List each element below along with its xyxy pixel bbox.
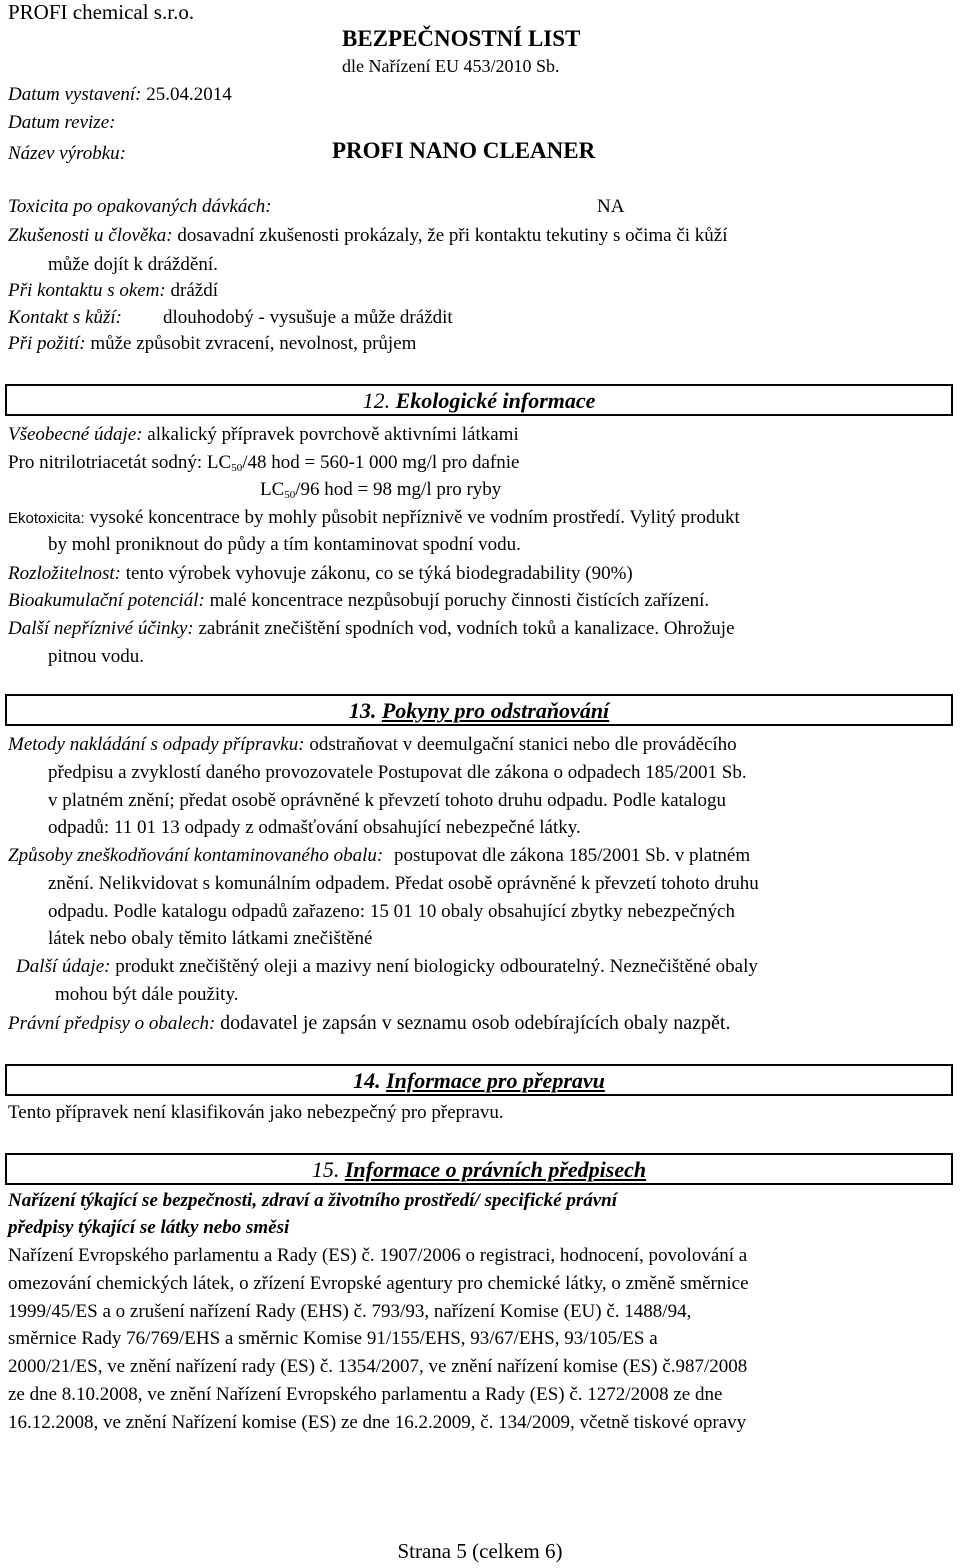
packaging-disposal-value-4: látek nebo obaly těmito látkami znečištěné [48, 928, 373, 949]
disposal-methods-row [8, 734, 737, 756]
regulations-text-line-7: 16.12.2008, ve znění Nařízení komise (ES) ze dne 16.2.2009, č. 134/2009, včetně tiskové opravy [8, 1412, 747, 1433]
page-number: Strana 5 (celkem 6) [397, 1539, 563, 1563]
ecotoxicity-value-2: by mohl proniknout do půdy a tím kontaminovat spodní vodu. [48, 534, 521, 555]
bioaccumulation-label: Bioakumulační potenciál: [8, 590, 205, 611]
degradability-label: Rozložitelnost: [8, 563, 121, 584]
regulations-heading-1: Nařízení týkající se bezpečnosti, zdraví a životního prostředí/ specifické právní [8, 1190, 618, 1211]
skin-contact-row [8, 307, 122, 329]
nta-lc50-fish: $LC_{50}/96$ hod = 98 mg/l pro ryby [260, 479, 502, 501]
other-effects-value-2: pitnou vodu. [48, 646, 145, 667]
section-13-title: 13. Pokyny pro odstraňování [348, 698, 610, 723]
issue-date-label: Datum vystavení: [8, 84, 142, 105]
human-experience-row [8, 225, 728, 247]
transport-info-text: Tento přípravek není klasifikován jako nebezpečný pro přepravu. [8, 1102, 504, 1123]
product-name-label: Název výrobku: [8, 143, 126, 164]
regulations-text-line-4: směrnice Rady 76/769/EHS a směrnic Komise 91/155/EHS, 93/67/EHS, 93/105/ES a [8, 1328, 658, 1349]
other-effects-label: Další nepříznivé účinky: [8, 618, 194, 639]
packaging-disposal-value-3: odpadu. Podle katalogu odpadů zařazeno: 15 01 10 obaly obsahující zbytky nebezpečných [48, 901, 735, 922]
human-experience-label: Zkušenosti u člověka: [8, 225, 173, 246]
eye-contact-label: Při kontaktu s okem: [8, 280, 166, 301]
ingestion-value: může způsobit zvracení, nevolnost, průjem [90, 333, 417, 354]
packaging-disposal-row [8, 845, 750, 867]
product-name: PROFI NANO CLEANER [332, 138, 596, 163]
ingestion-label: Při požití: [8, 333, 86, 354]
section-15-header [5, 1153, 953, 1185]
additional-info-value-1: produkt znečištěný oleji a mazivy není biologicky odbouratelný. Neznečištěné obaly [115, 956, 758, 977]
ecotoxicity-row [8, 507, 740, 529]
packaging-disposal-value-2: znění. Nelikvidovat s komunálním odpadem. Předat osobě oprávněné k převzetí tohoto druhu [48, 873, 759, 894]
regulations-text-line-5: 2000/21/ES, ve znění nařízení rady (ES) č. 1354/2007, ve znění nařízení komise (ES) č.987/2008 [8, 1356, 748, 1377]
regulations-text-line-2: omezování chemických látek, o zřízení Evropské agentury pro chemické látky, o změně směrnice [8, 1273, 749, 1294]
additional-info-label: Další údaje: [16, 956, 111, 977]
issue-date-value: 25.04.2014 [146, 84, 232, 105]
regulations-text-line-3: 1999/45/ES a o zrušení nařízení Rady (EHS) č. 793/93, nařízení Komise (EU) č. 1488/94, [8, 1301, 692, 1322]
company-name: PROFI chemical s.r.o. [8, 0, 195, 24]
eye-contact-value: dráždí [170, 280, 218, 301]
general-info-value: alkalický přípravek povrchově aktivními látkami [147, 424, 519, 445]
disposal-methods-value-4: odpadů: 11 01 13 odpady z odmašťování obsahující nebezpečné látky. [48, 817, 581, 838]
repeated-dose-label: Toxicita po opakovaných dávkách: [8, 196, 272, 217]
revision-date-label: Datum revize: [8, 112, 116, 133]
disposal-methods-value-2: předpisu a zvyklostí daného provozovatele Postupovat dle zákona o odpadech 185/2001 Sb. [48, 762, 747, 783]
section-14-header [5, 1064, 953, 1096]
packaging-disposal-value-1: postupovat dle zákona 185/2001 Sb. v platném [393, 845, 751, 866]
general-info-label: Všeobecné údaje: [8, 424, 143, 445]
packaging-legislation-row [8, 1012, 731, 1035]
bioaccumulation-row [8, 590, 709, 612]
document-title: BEZPEČNOSTNÍ LIST [342, 26, 581, 51]
skin-contact-value: dlouhodobý - vysušuje a může dráždit [163, 307, 453, 328]
skin-contact-label: Kontakt s kůží: [8, 307, 122, 328]
other-effects-value-1: zabránit znečištění spodních vod, vodních toků a kanalizace. Ohrožuje [198, 618, 735, 639]
bioaccumulation-value: malé koncentrace nezpůsobují poruchy činnosti čistících zařízení. [209, 590, 710, 611]
section-13-header [5, 694, 953, 726]
packaging-legislation-value: dodavatel je zapsán v seznamu osob odebírajících obaly nazpět. [220, 1012, 731, 1034]
eye-contact-row [8, 280, 218, 302]
human-experience-value-2: může dojít k dráždění. [48, 254, 218, 275]
regulations-heading-2: předpisy týkající se látky nebo směsi [8, 1217, 290, 1238]
packaging-disposal-label: Způsoby zneškodňování kontaminovaného obalu: [8, 845, 384, 866]
nta-lc50-daphnia: Pro nitrilotriacetát sodný: $LC_{50}/48$ hod = 560-1 000 mg/l pro dafnie [8, 452, 520, 474]
human-experience-value-1: dosavadní zkušenosti prokázaly, že při kontaktu tekutiny s očima či kůží [177, 225, 728, 246]
section-12-title: 12. Ekologické informace [362, 388, 596, 413]
disposal-methods-label: Metody nakládání s odpady přípravku: [8, 734, 305, 755]
regulations-text-line-1: Nařízení Evropského parlamentu a Rady (ES) č. 1907/2006 o registraci, hodnocení, povolování a [8, 1245, 748, 1266]
section-12-header [5, 384, 953, 416]
repeated-dose-value: NA [597, 196, 625, 217]
ecotoxicity-label: Ekotoxicita: [8, 510, 85, 527]
ecotoxicity-value-1: vysoké koncentrace by mohly působit nepříznivě ve vodním prostředí. Vylitý produkt [89, 507, 740, 528]
degradability-value: tento výrobek vyhovuje zákonu, co se týká biodegradability (90%) [125, 563, 633, 584]
repeated-dose-toxicity-row [8, 196, 272, 218]
disposal-methods-value-1: odstraňovat v deemulgační stanici nebo dle prováděcího [309, 734, 737, 755]
additional-info-row [16, 956, 758, 978]
general-info-row [8, 424, 519, 446]
section-15-title: 15. Informace o právních předpisech [311, 1157, 647, 1182]
degradability-row [8, 563, 633, 585]
issue-date-row [8, 84, 232, 106]
section-14-title: 14. Informace pro přepravu [353, 1068, 605, 1093]
regulations-text-line-6: ze dne 8.10.2008, ve znění Nařízení Evropského parlamentu a Rady (ES) č. 1272/2008 ze dne [8, 1384, 723, 1405]
document-subtitle: dle Nařízení EU 453/2010 Sb. [342, 56, 560, 76]
disposal-methods-value-3: v platném znění; předat osobě oprávněné k převzetí tohoto druhu odpadu. Podle katalogu [48, 790, 727, 811]
additional-info-value-2: mohou být dále použity. [55, 984, 239, 1005]
packaging-legislation-label: Právní předpisy o obalech: [8, 1013, 216, 1034]
ingestion-row [8, 333, 416, 355]
other-effects-row [8, 618, 735, 640]
